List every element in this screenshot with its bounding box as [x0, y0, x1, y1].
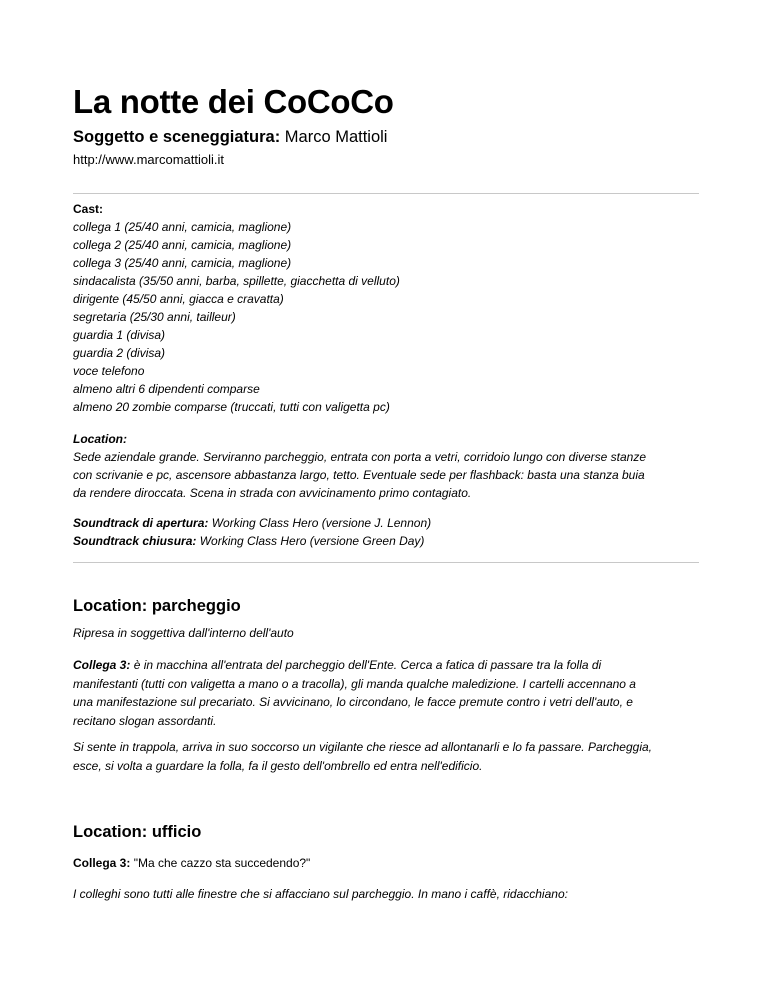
cast-item: dirigente (45/50 anni, giacca e cravatta) — [73, 292, 284, 306]
scene2-speaker: Collega 3: — [73, 856, 131, 870]
soundtrack-closing — [73, 532, 703, 550]
cast-item: almeno 20 zombie comparse (truccati, tutti con valigetta pc) — [73, 400, 390, 414]
location-line: Sede aziendale grande. Serviranno parcheggio, entrata con porta a vetri, corridoio lungo con diverse stanze — [73, 450, 647, 464]
author-name: Marco Mattioli — [280, 128, 388, 146]
author-url[interactable]: http://www.marcomattioli.it — [73, 152, 224, 167]
divider-top — [73, 193, 699, 194]
author-line — [73, 127, 387, 147]
soundtrack-opening-value: Working Class Hero (versione J. Lennon) — [208, 516, 432, 530]
scene1-heading: Location: parcheggio — [73, 597, 241, 615]
soundtrack-closing-value: Working Class Hero (versione Green Day) — [196, 534, 425, 548]
cast-item: sindacalista (35/50 anni, barba, spillette, giacchetta di velluto) — [73, 274, 400, 288]
scene2-heading: Location: ufficio — [73, 823, 202, 841]
scene1-action — [73, 656, 705, 730]
cast-item: almeno altri 6 dipendenti comparse — [73, 382, 260, 396]
scene1-paragraph2 — [73, 738, 705, 775]
scene1-action-line: recitano slogan assordanti. — [73, 713, 217, 728]
scene1-paragraph2-line: esce, si volta a guardare la folla, fa il gesto dell'ombrello ed entra nell'edificio. — [73, 758, 483, 773]
scene1-paragraph2-line: Si sente in trappola, arriva in suo soccorso un vigilante che riesce ad allontanarli e lo fa passare. Parcheggia, — [73, 740, 652, 754]
scene2-dialogue: "Ma che cazzo sta succedendo?" — [130, 856, 311, 870]
soundtrack-section — [73, 514, 703, 550]
cast-item: segretaria (25/30 anni, tailleur) — [73, 310, 236, 324]
scene1-direction: Ripresa in soggettiva dall'interno dell'auto — [73, 626, 294, 640]
cast-item: collega 3 (25/40 anni, camicia, maglione) — [73, 256, 292, 270]
scene1-action-line: è in macchina all'entrata del parcheggio dell'Ente. Cerca a fatica di passare tra la folla di — [130, 658, 602, 672]
location-info-section — [73, 430, 703, 502]
divider-middle — [73, 562, 699, 563]
cast-section — [73, 200, 703, 416]
location-line: con scrivanie e pc, ascensore abbastanza largo, tetto. Eventuale sede per flashback: basta una stanza buia — [73, 468, 645, 482]
cast-item: collega 1 (25/40 anni, camicia, maglione) — [73, 220, 292, 234]
document-title: La notte dei CoCoCo — [73, 83, 394, 120]
cast-item: guardia 1 (divisa) — [73, 328, 166, 342]
location-label: Location: — [73, 432, 127, 446]
cast-item: voce telefono — [73, 364, 145, 378]
cast-item: guardia 2 (divisa) — [73, 346, 166, 360]
author-label: Soggetto e sceneggiatura: — [73, 128, 281, 146]
scene1-action-line: una manifestazione sul precariato. Si avvicinano, lo circondano, le facce premute contro i vetri dell'auto, e — [73, 695, 633, 709]
soundtrack-closing-label: Soundtrack chiusura: — [73, 534, 197, 548]
scene1-action-line: manifestanti (tutti con valigetta a mano o a tracolla), gli manda qualche maledizione. I cartelli accennano a — [73, 676, 636, 691]
scene2-dialogue-line — [73, 854, 705, 873]
cast-label: Cast: — [73, 202, 104, 216]
scene1-speaker: Collega 3: — [73, 658, 131, 672]
soundtrack-opening-label: Soundtrack di apertura: — [73, 516, 209, 530]
cast-item: collega 2 (25/40 anni, camicia, maglione) — [73, 238, 292, 252]
soundtrack-opening — [73, 514, 703, 532]
location-line: da rendere diroccata. Scena in strada con avvicinamento primo contagiato. — [73, 486, 472, 500]
scene2-action: I colleghi sono tutti alle finestre che si affacciano sul parcheggio. In mano i caffè, ridacchiano: — [73, 887, 568, 901]
